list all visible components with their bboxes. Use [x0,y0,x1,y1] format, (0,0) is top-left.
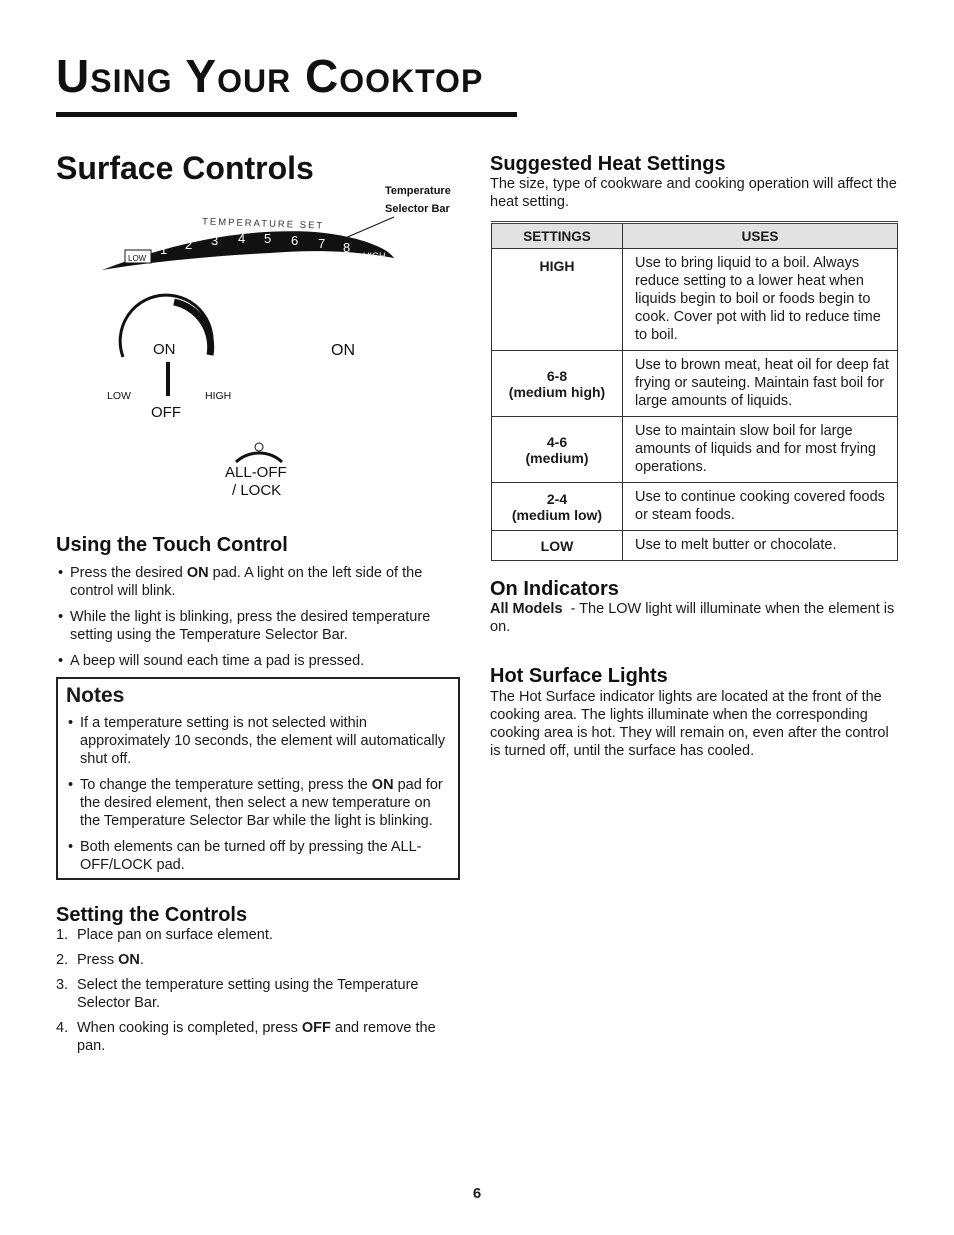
setting-4: 4 [238,231,246,246]
table-row [492,531,898,561]
list-item: • If a temperature setting is not selected within approximately 10 seconds, the element will automatically shut off. [66,714,448,768]
heat-settings-intro: The size, type of cookware and cooking operation will affect the heat setting. [490,176,897,210]
section-heading-on-indicators: On Indicators [490,578,619,600]
use-cell: Use to continue cooking covered foods or steam foods. [623,483,898,531]
use-cell: Use to brown meat, heat oil for deep fat frying or sauteing. Maintain fast boil for large amounts of liquids. [623,351,898,417]
knob-indicator [166,362,170,396]
list-item: • While the light is blinking, press the desired temperature setting using the Temperature Selector Bar. [56,608,456,644]
page-title: Using Your Cooktop [56,50,484,102]
page-number: 6 [472,1185,482,1202]
knob-high-label: HIGH [205,390,232,402]
table-row [492,249,898,351]
on-indicators-lead: All Models [490,601,563,617]
section-heading-heat-settings: Suggested Heat Settings [490,153,726,175]
section-heading-setting-controls: Setting the Controls [56,904,248,926]
table-header-row [492,223,898,249]
use-cell: Use to maintain slow boil for large amounts of liquids and for most frying operations. [623,417,898,483]
step-item: 3. Select the temperature setting using the Temperature Selector Bar. [56,977,419,1011]
setting-7: 7 [318,236,326,251]
use-cell: Use to melt butter or chocolate. [623,531,898,561]
column-header-uses: USES [623,223,898,249]
on-pad-label: ON [331,342,355,359]
setting-1: 1 [160,242,168,257]
setting-cell: 2-4 (medium low) [492,483,623,531]
list-item: • To change the temperature setting, press the ON pad for the desired element, then select a new temperature on the Temperature Selector Bar while the light is blinking. [66,776,448,830]
section-heading-surface-controls: Surface Controls [56,150,314,186]
section-heading-hot-surface: Hot Surface Lights [490,665,668,687]
step-item: 4. When cooking is completed, press OFF and remove the pan. [56,1020,436,1054]
column-header-settings: SETTINGS [492,223,623,249]
list-item: • A beep will sound each time a pad is pressed. [56,652,456,670]
list-item: • Press the desired ON pad. A light on the left side of the control will blink. [56,564,456,600]
setting-5: 5 [264,231,272,246]
setting-3: 3 [211,233,219,248]
setting-cell: LOW [492,531,623,561]
section-heading-touch-control: Using the Touch Control [56,534,288,556]
heat-settings-table [491,221,898,561]
list-item: • Both elements can be turned off by pressing the ALL-OFF/LOCK pad. [66,838,448,874]
high-label: HIGH [363,251,386,261]
table-row [492,483,898,531]
setting-2: 2 [185,237,193,252]
knob-off-label: OFF [151,404,181,421]
on-indicators-body: - The LOW light will illuminate when the element is on. [490,601,895,635]
knob-on-label: ON [153,341,176,358]
knob-low-label: LOW [107,390,131,402]
setting-6: 6 [291,233,299,248]
on-indicators-text [490,600,902,636]
alloff-label-line-1: ALL-OFF [225,464,287,481]
knob-arc-right [174,302,211,355]
table-row [492,417,898,483]
alloff-arc [236,453,282,462]
touch-control-list [56,564,456,678]
notes-heading: Notes [66,684,125,707]
alloff-indicator-light [255,443,263,451]
notes-list [66,714,448,874]
temperature-set-label: TEMPERATURE SET [201,216,325,232]
control-panel-diagram [100,180,470,505]
setting-controls-steps [56,926,456,1062]
step-item: 2. Press ON. [56,952,144,968]
setting-cell: 6-8 (medium high) [492,351,623,417]
step-item: 1. Place pan on surface element. [56,927,273,943]
setting-cell: 4-6 (medium) [492,417,623,483]
setting-8: 8 [343,240,351,255]
callout-line-1: Temperature [385,185,451,197]
title-rule [56,112,517,117]
notes-box [56,677,460,880]
use-cell: Use to bring liquid to a boil. Always reduce setting to a lower heat when liquids begin to boil or foods begin to cook. Cover pot with lid to reduce time to boil. [623,249,898,351]
callout-line-2: Selector Bar [385,203,450,215]
setting-cell: HIGH [492,249,623,351]
control-panel-illustration [100,180,470,505]
alloff-label-line-2: / LOCK [232,482,282,499]
table-row [492,351,898,417]
low-label: LOW [128,254,147,263]
hot-surface-text: The Hot Surface indicator lights are located at the front of the cooking area. The lights illuminate when the corresponding cooking area is hot. They will remain on, even after the control is turned off, until the surface has cooled. [490,689,889,759]
